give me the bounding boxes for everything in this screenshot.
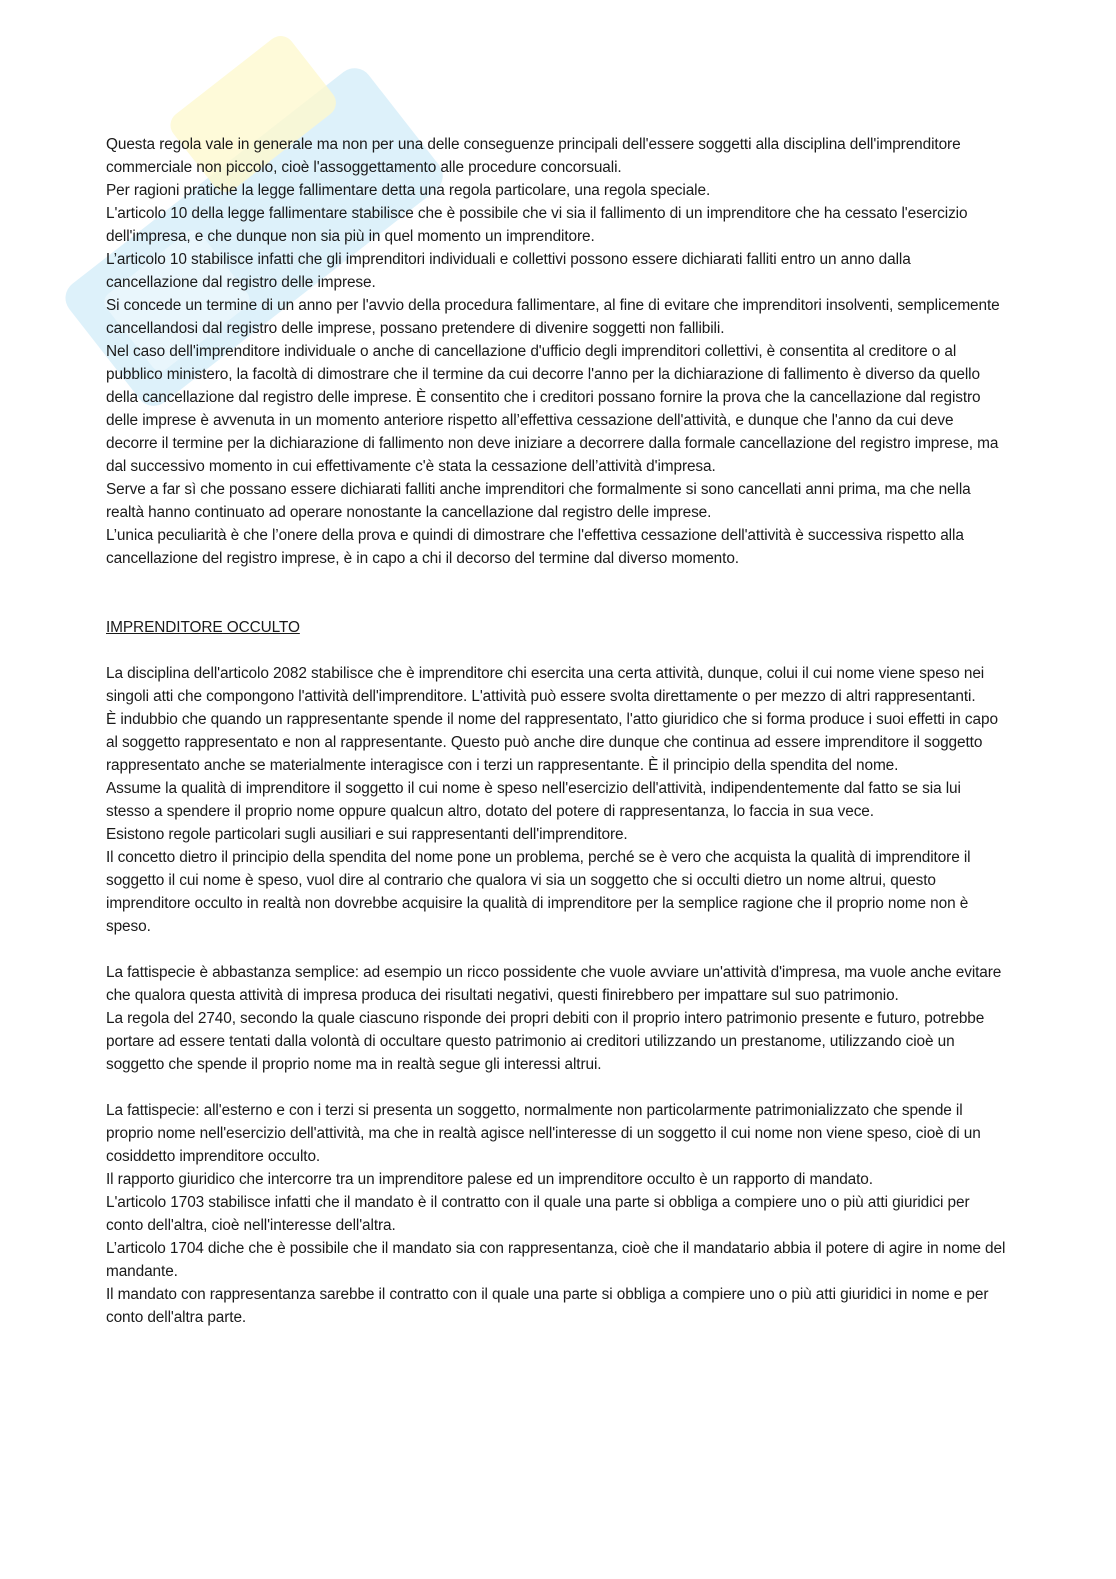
- paragraph: L’articolo 1704 diche che è possibile che il mandato sia con rappresentanza, cioè che il mandatario abbia il potere di agire in nome del mandante.: [106, 1240, 1006, 1280]
- paragraph: Il rapporto giuridico che intercorre tra un imprenditore palese ed un imprenditore occulto è un rapporto di mandato.: [106, 1171, 873, 1188]
- spacer: [106, 938, 1006, 961]
- paragraph: Questa regola vale in generale ma non per una delle conseguenze principali dell'essere soggetti alla disciplina dell'imprenditore commerciale non piccolo, cioè l'assoggettamento alle procedure concorsuali.: [106, 136, 961, 176]
- paragraph: La fattispecie: all'esterno e con i terzi si presenta un soggetto, normalmente non particolarmente patrimonializzato che spende il proprio nome nell'esercizio dell'attività, ma che in realtà agisce nell'interesse di un soggetto il cui nome non viene speso, cioè di un cosiddetto imprenditore occulto.: [106, 1102, 981, 1165]
- section-heading: IMPRENDITORE OCCULTO: [106, 619, 300, 636]
- paragraph: L’unica peculiarità è che l’onere della prova e quindi di dimostrare che l'effettiva cessazione dell'attività è successiva rispetto alla cancellazione del registro imprese, è in capo a chi il decorso del termine dal diverso momento.: [106, 527, 964, 567]
- spacer: [106, 1076, 1006, 1099]
- paragraph: È indubbio che quando un rappresentante spende il nome del rappresentato, l'atto giuridico che si forma produce i suoi effetti in capo al soggetto rappresentato e non al rappresentante. Questo può anche dire dunque che continua ad essere imprenditore il soggetto rappresentato anche se materialmente interagisce con i terzi un rappresentante. È il principio della spendita del nome.: [106, 711, 998, 774]
- paragraph: La fattispecie è abbastanza semplice: ad esempio un ricco possidente che vuole avviare un'attività d'impresa, ma vuole anche evitare che qualora questa attività di impresa produca dei risultati negativi, questi finirebbero per impattare sul suo patrimonio.: [106, 964, 1002, 1004]
- paragraph: Il concetto dietro il principio della spendita del nome pone un problema, perché se è vero che acquista la qualità di imprenditore il soggetto il cui nome è speso, vuol dire al contrario che qualora vi sia un soggetto che si occulti dietro un nome altrui, questo imprenditore occulto in realtà non dovrebbe acquisire la qualità di imprenditore per la semplice ragione che il proprio nome non è speso.: [106, 849, 971, 935]
- paragraph: Si concede un termine di un anno per l'avvio della procedura fallimentare, al fine di evitare che imprenditori insolventi, semplicemente cancellandosi dal registro delle imprese, possano pretendere di divenire soggetti non fallibili.: [106, 297, 1000, 337]
- paragraph: Serve a far sì che possano essere dichiarati falliti anche imprenditori che formalmente si sono cancellati anni prima, ma che nella realtà hanno continuato ad operare nonostante la cancellazione dal registro delle imprese.: [106, 481, 971, 521]
- spacer: [106, 639, 1006, 662]
- paragraph: L'articolo 10 della legge fallimentare stabilisce che è possibile che vi sia il fallimento di un imprenditore che ha cessato l'esercizio dell'impresa, e che dunque non sia più in quel momento un imprenditore.: [106, 205, 968, 245]
- paragraph: L'articolo 1703 stabilisce infatti che il mandato è il contratto con il quale una parte si obbliga a compiere uno o più atti giuridici per conto dell'altra, cioè nell'interesse dell'altra.: [106, 1194, 970, 1234]
- spacer: [106, 570, 1006, 616]
- paragraph: Il mandato con rappresentanza sarebbe il contratto con il quale una parte si obbliga a compiere uno o più atti giuridici in nome e per conto dell'altra parte.: [106, 1286, 989, 1326]
- paragraph: La disciplina dell'articolo 2082 stabilisce che è imprenditore chi esercita una certa attività, dunque, colui il cui nome viene speso nei singoli atti che compongono l'attività dell'imprenditore. L'attività può essere svolta direttamente o per mezzo di altri rappresentanti.: [106, 665, 985, 705]
- paragraph: Nel caso dell'imprenditore individuale o anche di cancellazione d'ufficio degli imprenditori collettivi, è consentita al creditore o al pubblico ministero, la facoltà di dimostrare che il termine da cui decorre l'anno per la dichiarazione di fallimento è diverso da quello della cancellazione dal registro delle imprese. È consentito che i creditori possano fornire la prova che la cancellazione dal registro delle imprese è avvenuta in un momento anteriore rispetto all’effettiva cessazione dell'attività, e dunque che l'anno da cui deve decorre il termine per la dichiarazione di fallimento non deve iniziare a decorrere dalla formale cancellazione del registro imprese, ma dal successivo momento in cui effettivamente c'è stata la cessazione dell’attività d'impresa.: [106, 343, 999, 475]
- paragraph: La regola del 2740, secondo la quale ciascuno risponde dei propri debiti con il proprio intero patrimonio presente e futuro, potrebbe portare ad essere tentati dalla volontà di occultare questo patrimonio ai creditori utilizzando un prestanome, utilizzando cioè un soggetto che spende il proprio nome ma in realtà segue gli interessi altrui.: [106, 1010, 985, 1073]
- paragraph: Per ragioni pratiche la legge fallimentare detta una regola particolare, una regola speciale.: [106, 182, 711, 199]
- paragraph: Esistono regole particolari sugli ausiliari e sui rappresentanti dell'imprenditore.: [106, 826, 628, 843]
- paragraph: L’articolo 10 stabilisce infatti che gli imprenditori individuali e collettivi possono essere dichiarati falliti entro un anno dalla cancellazione dal registro delle imprese.: [106, 251, 911, 291]
- paragraph: Assume la qualità di imprenditore il soggetto il cui nome è speso nell'esercizio dell'attività, indipendentemente dal fatto se sia lui stesso a spendere il proprio nome oppure qualcun altro, dotato del potere di rappresentanza, lo faccia in sua vece.: [106, 780, 961, 820]
- document-body: [106, 133, 1006, 1329]
